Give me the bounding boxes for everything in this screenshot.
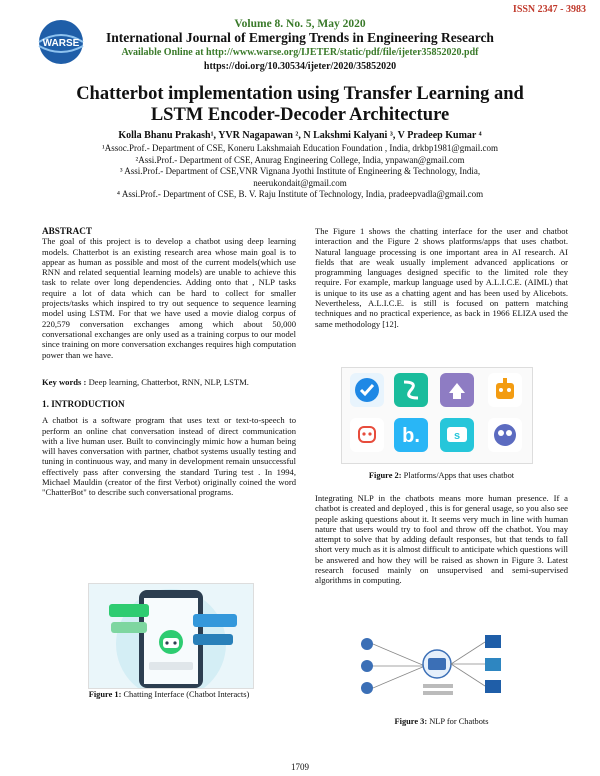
doi-link[interactable]: https://doi.org/10.30534/ijeter/2020/35852020 bbox=[203, 61, 397, 72]
right-paragraph-1: The Figure 1 shows the chatting interface for the user and chatbot interaction and the Figure 2 shows platforms/apps that uses chatbot. Natural language processing is one important area in AI research. AI fields that are weak usually implement advanced applications or programming languages designed specific to the limited role they require. For example, markup language used by A.L.I.C.E. (AIML) that is unique to its use as a chatting agent and has been used by Alicebots. Nevertheless, A.L.I.C.E. is still is focused on pattern matching techniques and no practical experience, as back in 1966 ELIZA used the same methodology [12]. bbox=[315, 226, 568, 329]
app-icon-b bbox=[394, 418, 428, 452]
figure-1-image bbox=[88, 583, 254, 689]
app-icon-robot bbox=[488, 373, 522, 407]
figure-3-label: Figure 3: bbox=[394, 717, 428, 726]
keywords-text: Deep learning, Chatterbot, RNN, NLP, LSTM. bbox=[88, 377, 249, 387]
logo-text: WARSE bbox=[42, 38, 80, 49]
issn-label: ISSN 2347 - 3983 bbox=[512, 4, 586, 15]
affiliation-2: ²Assi.Prof.- Department of CSE, Anurag Engineering College, India, ynpawan@gmail.com bbox=[135, 154, 465, 165]
chat-phone-illustration bbox=[89, 584, 253, 688]
figure-1-caption bbox=[42, 690, 296, 699]
title-line-2: LSTM Encoder-Decoder Architecture bbox=[150, 105, 450, 125]
app-icon-check bbox=[350, 373, 384, 407]
right-paragraph-2: Integrating NLP in the chatbots means more human presence. If a chatbot is created and deployed , this is for general usage, so you also see people asking questions about it. It seems very much in line with human nature that users would try to fool and throw off the chatbot. You may attempt to solve that by adding default responses, but that tends to fall short very much as it is almost difficult to anticipate which questions will be answered and how they will be raised as shown in Figure 3. Latest research focused mainly on unsupervised and semi-supervised algorithms in computing. bbox=[315, 493, 568, 586]
authors: Kolla Bhanu Prakash¹, YVR Nagapawan ², N Lakshmi Kalyani ³, V Pradeep Kumar ⁴ bbox=[118, 130, 482, 141]
paper-title bbox=[40, 84, 560, 126]
title-line-1: Chatterbot implementation using Transfer Learning and bbox=[76, 84, 524, 104]
keywords-label: Key words : bbox=[42, 377, 87, 387]
available-online-link[interactable]: Available Online at http://www.warse.org/IJETER/static/pdf/file/ijeter35852020.pdf bbox=[121, 47, 479, 58]
figure-2-caption bbox=[315, 471, 568, 480]
figure-3-caption bbox=[315, 717, 568, 726]
intro-heading: 1. INTRODUCTION bbox=[42, 399, 125, 409]
svg-text:s: s bbox=[453, 430, 461, 442]
abstract-heading: ABSTRACT bbox=[42, 226, 93, 236]
affiliation-1: ¹Assoc.Prof.- Department of CSE, Koneru Lakshmaiah Education Foundation , India, drkbp1981@gmail.com bbox=[102, 143, 498, 153]
volume-line: Volume 8. No. 5, May 2020 bbox=[234, 18, 366, 30]
figure-1-label: Figure 1: bbox=[88, 690, 122, 699]
app-icon-purple bbox=[440, 373, 474, 407]
app-icon-s bbox=[440, 418, 474, 452]
abstract-text: The goal of this project is to develop a chatbot using deep learning models. Chatterbot is an existing research area whose main goal is to appear as human as possible and most of the current models(which use RNN and related sequential learning models) are unable to achieve this task to relate over long dependencies. Adding onto that , NLP tasks require a lot of data which can be hard to collect for smaller projects/tasks which inspired to try out sequence to sequence learning model using LSTM. For that we have used a movie dialog corpus of 220,579 conversation exchanges among which about 50,000 conversational exchanges are only used as a training corpus to our model since training on more conversation exchanges requires high computation power than we have. bbox=[42, 236, 296, 360]
figure-3-caption-text: NLP for Chatbots bbox=[429, 717, 489, 726]
affiliation-3: ³ Assi.Prof.- Department of CSE,VNR Vignana Jyothi Institute of Engineering & Technology, India, bbox=[119, 166, 481, 176]
page-number: 1709 bbox=[291, 762, 309, 772]
figure-3-image bbox=[355, 630, 515, 710]
affiliation-3-email: neerukondait@gmail.com bbox=[253, 177, 347, 188]
affiliation-4: ⁴ Assi.Prof.- Department of CSE, B. V. Raju Institute of Technology, India, pradeepvadla@gmail.com bbox=[116, 189, 484, 199]
introduction-section bbox=[42, 399, 296, 498]
abstract-section bbox=[42, 226, 296, 360]
nlp-diagram bbox=[355, 630, 515, 710]
app-icon-teal bbox=[394, 373, 428, 407]
keywords bbox=[42, 377, 296, 387]
svg-text:b.: b. bbox=[402, 425, 420, 447]
figure-1-caption-text: Chatting Interface (Chatbot Interacts) bbox=[123, 690, 250, 699]
app-icon-bot-red bbox=[350, 418, 384, 452]
app-icon-owl bbox=[488, 418, 522, 452]
intro-text: A chatbot is a software program that uses text or text-to-speech to perform an online chat conversation instead of direct communication with a live human user. Built to convincingly mimic how a human being will haves conversation with partner, chatbot systems usually testing and tuning in continuous way, and many in development remain unsuccessful effectively pass after conversing the standard Turing test . In 1994, Michael Mauldin (creator of the first Verbot) originally coined the word "ChatterBot" to describe such conversational programs. bbox=[42, 415, 296, 498]
figure-2-caption-text: Platforms/Apps that uses chatbot bbox=[403, 471, 515, 480]
journal-name: International Journal of Emerging Trends in Engineering Research bbox=[106, 30, 494, 45]
affiliations bbox=[50, 143, 550, 201]
figure-2-label: Figure 2: bbox=[368, 471, 402, 480]
figure-2-image bbox=[341, 367, 533, 464]
